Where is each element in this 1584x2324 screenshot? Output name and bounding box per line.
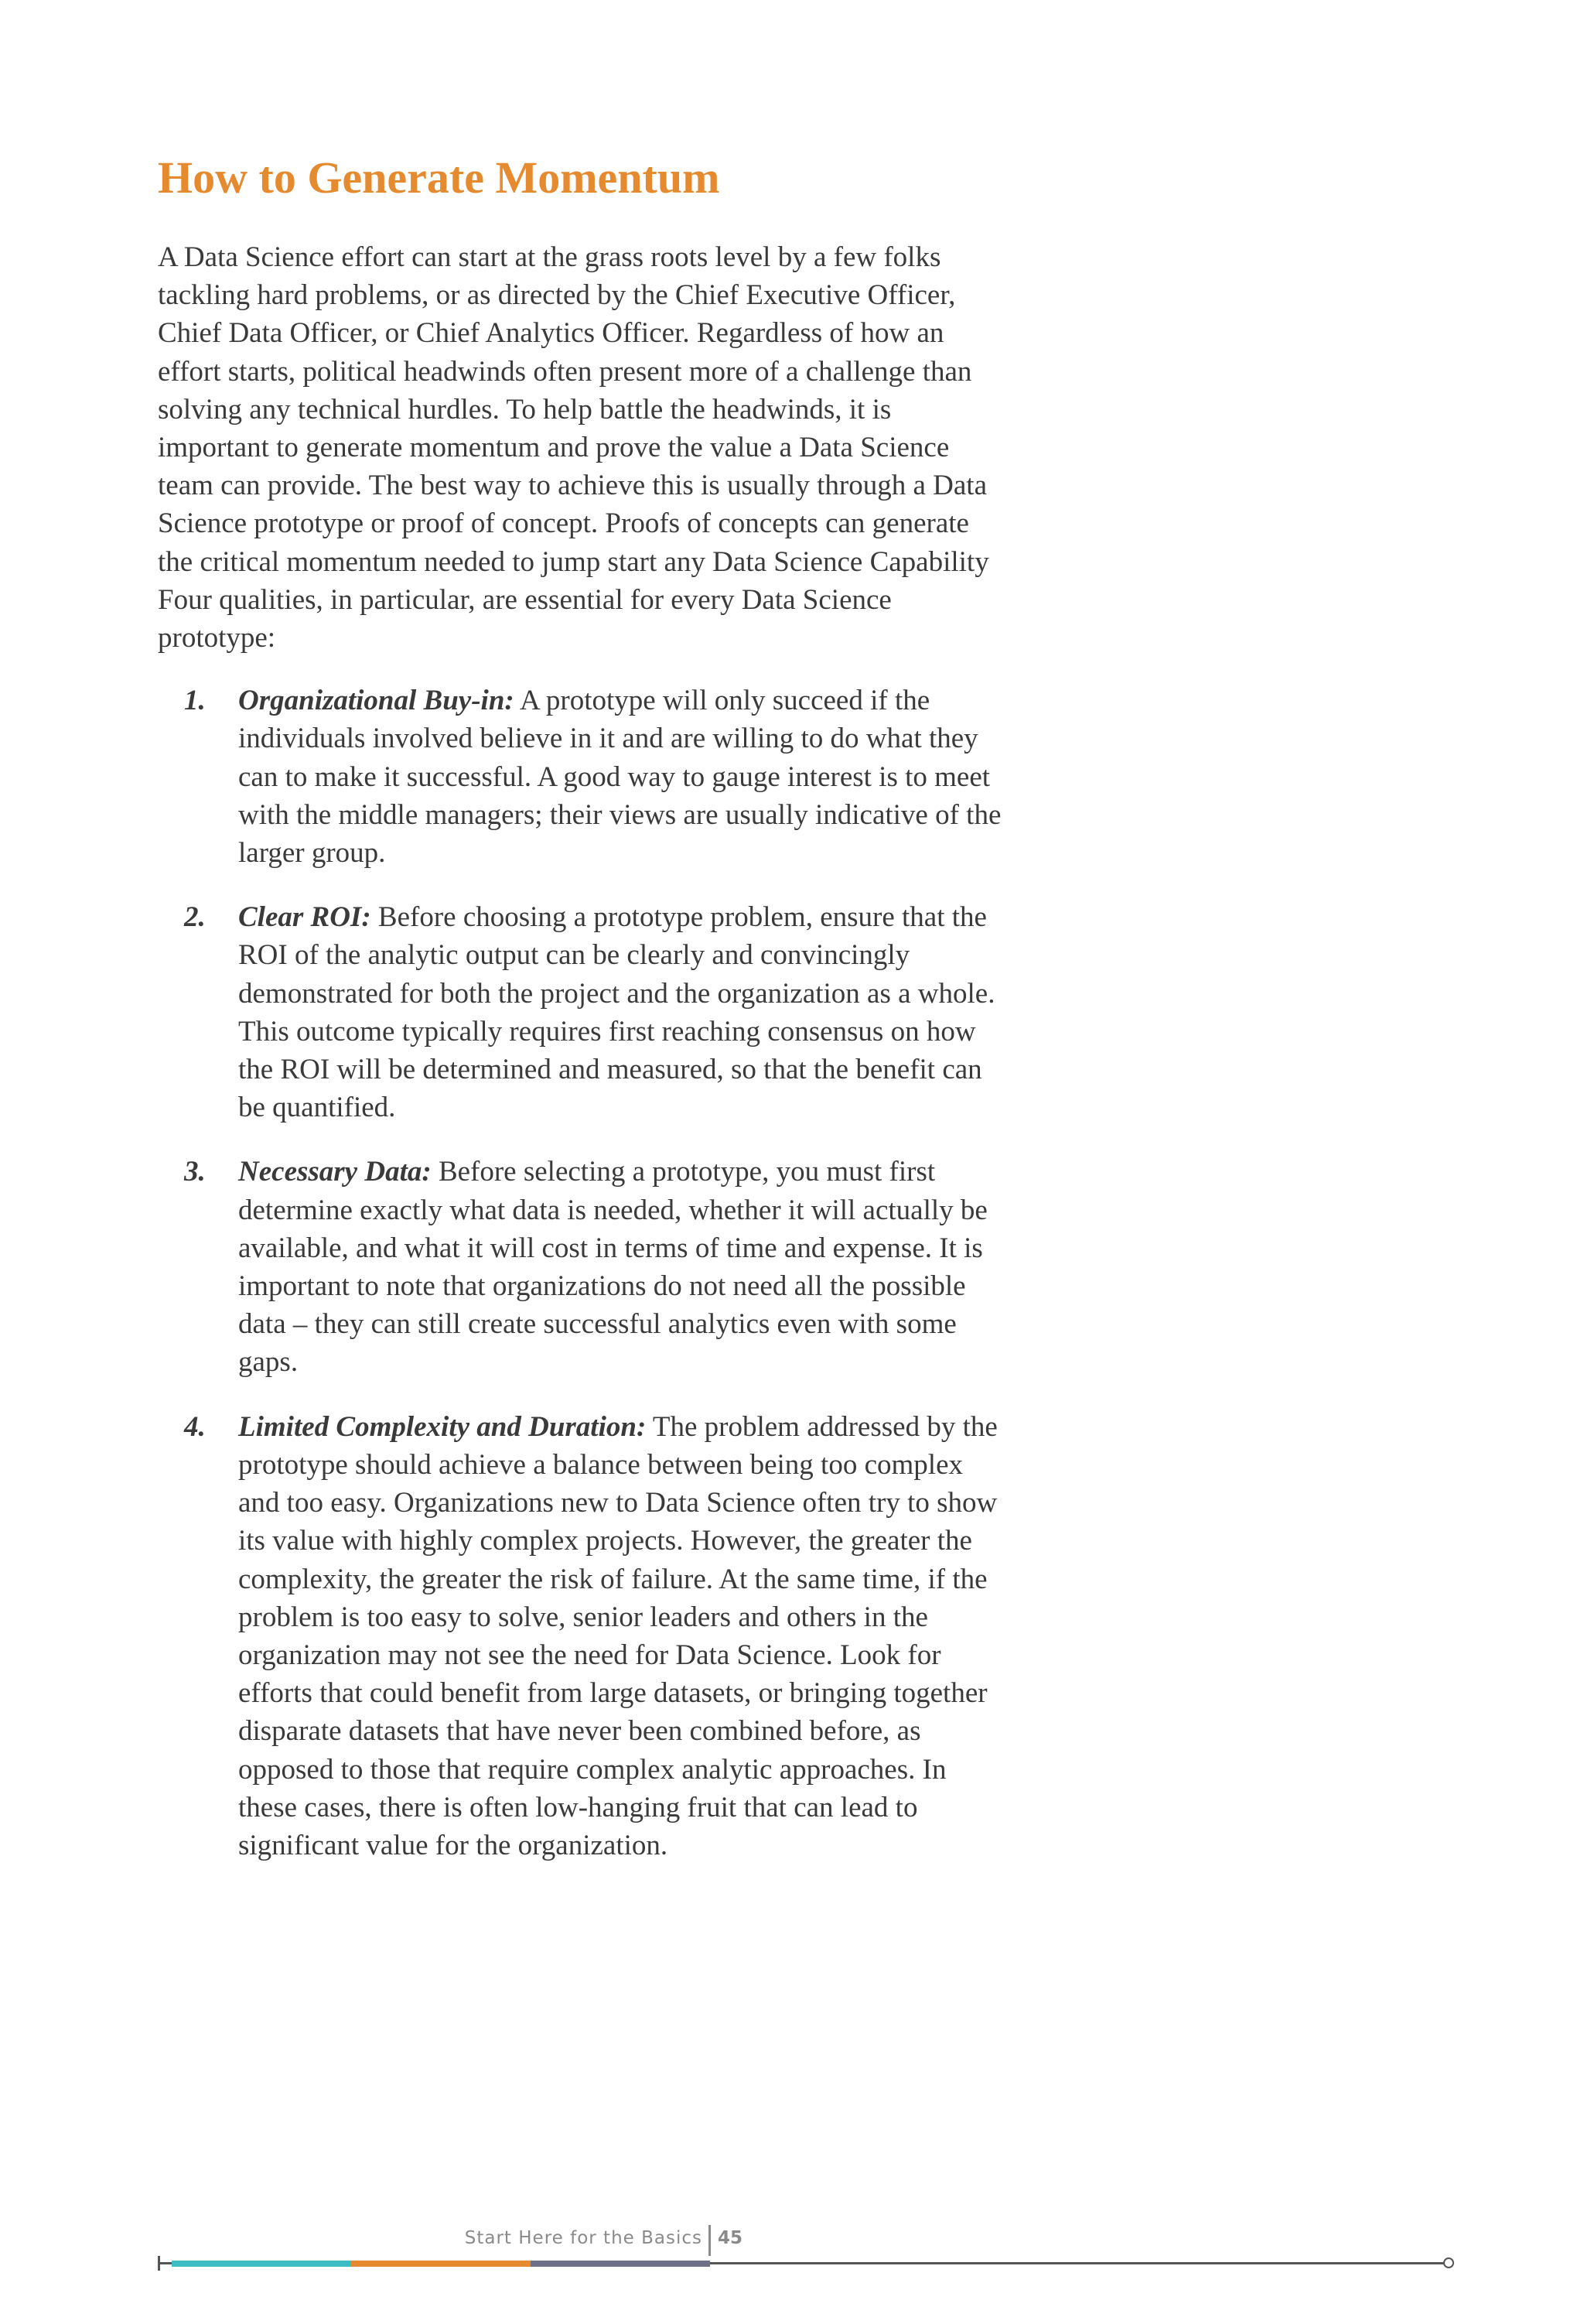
list-item-term: Necessary Data: [238, 1156, 432, 1188]
list-item [158, 1408, 1004, 1864]
list-item-term: Organizational Buy-in: [238, 685, 514, 717]
list-item-number: 1. [184, 685, 206, 717]
list-item-number: 2. [184, 901, 206, 934]
list-item-term: Limited Complexity and Duration: [238, 1410, 647, 1443]
list-item-term: Clear ROI: [238, 901, 371, 934]
list-item-text: The problem addressed by the prototype should achieve a balance between being too complex and too easy. Organizations new to Data Science often try to show its value with highly complex projects. However, the greater the complexity, the greater the risk of failure. At the same time, if the problem is too easy to solve, senior leaders and others in the organization may not see the need for Data Science. Look for efforts that could benefit from large datasets, or bringing together disparate datasets that have never been combined before, as opposed to those that require complex analytic approaches. In these cases, there is often low-hanging fruit that can lead to significant value for the organization. [238, 1410, 998, 1861]
list-item-text: Before choosing a prototype problem, ensure that the ROI of the analytic output can be clearly and convincingly demonstrated for both the project and the organization as a whole. This outcome typically requires first reaching consensus on how the ROI will be determined and measured, so that the benefit can be quantified. [238, 901, 995, 1124]
footer-divider [708, 2225, 711, 2256]
list-item-text: A prototype will only succeed if the individuals involved believe in it and are willing to do what they can to make it successful. A good way to gauge interest is to meet with the middle managers; their views are usually indicative of the larger group. [238, 685, 1002, 870]
footer-section-title: Start Here for the Basics [464, 2228, 702, 2248]
footer-color-bar-teal [172, 2261, 351, 2267]
page-footer [0, 2213, 1584, 2290]
footer-color-bar-orange [351, 2261, 531, 2267]
list-item-number: 4. [184, 1410, 206, 1443]
footer-rule-end-circle [1443, 2257, 1454, 2268]
intro-paragraph: A Data Science effort can start at the grass roots level by a few folks tackling hard problems, or as directed by the Chief Executive Officer, Chief Data Officer, or Chief Analytics Officer. Regardless of how an effort starts, political headwinds often present more of a challenge than solving any technical hurdles. To help battle the headwinds, it is important to generate momentum and prove the value a Data Science team can provide. The best way to achieve this is usually through a Data Science prototype or proof of concept. Proofs of concepts can generate the critical momentum needed to jump start any Data Science Capability Four qualities, in particular, are essential for every Data Science prototype: [158, 241, 989, 654]
footer-color-bar-slate [531, 2261, 710, 2267]
list-item-text: Before selecting a prototype, you must first determine exactly what data is needed, whether it will actually be available, and what it will cost in terms of time and expense. It is important to note that organizations do not need all the possible data – they can still create successful analytics even with some gaps. [238, 1156, 988, 1379]
list-item-number: 3. [184, 1156, 206, 1188]
list-item [158, 682, 1004, 872]
footer-rule-start-tick [158, 2256, 160, 2271]
main-content [158, 145, 1016, 1891]
qualities-list [158, 682, 1016, 1864]
list-item [158, 898, 1004, 1126]
page-title: How to Generate Momentum [158, 152, 720, 203]
list-item [158, 1153, 1004, 1381]
footer-page-number: 45 [718, 2228, 743, 2248]
